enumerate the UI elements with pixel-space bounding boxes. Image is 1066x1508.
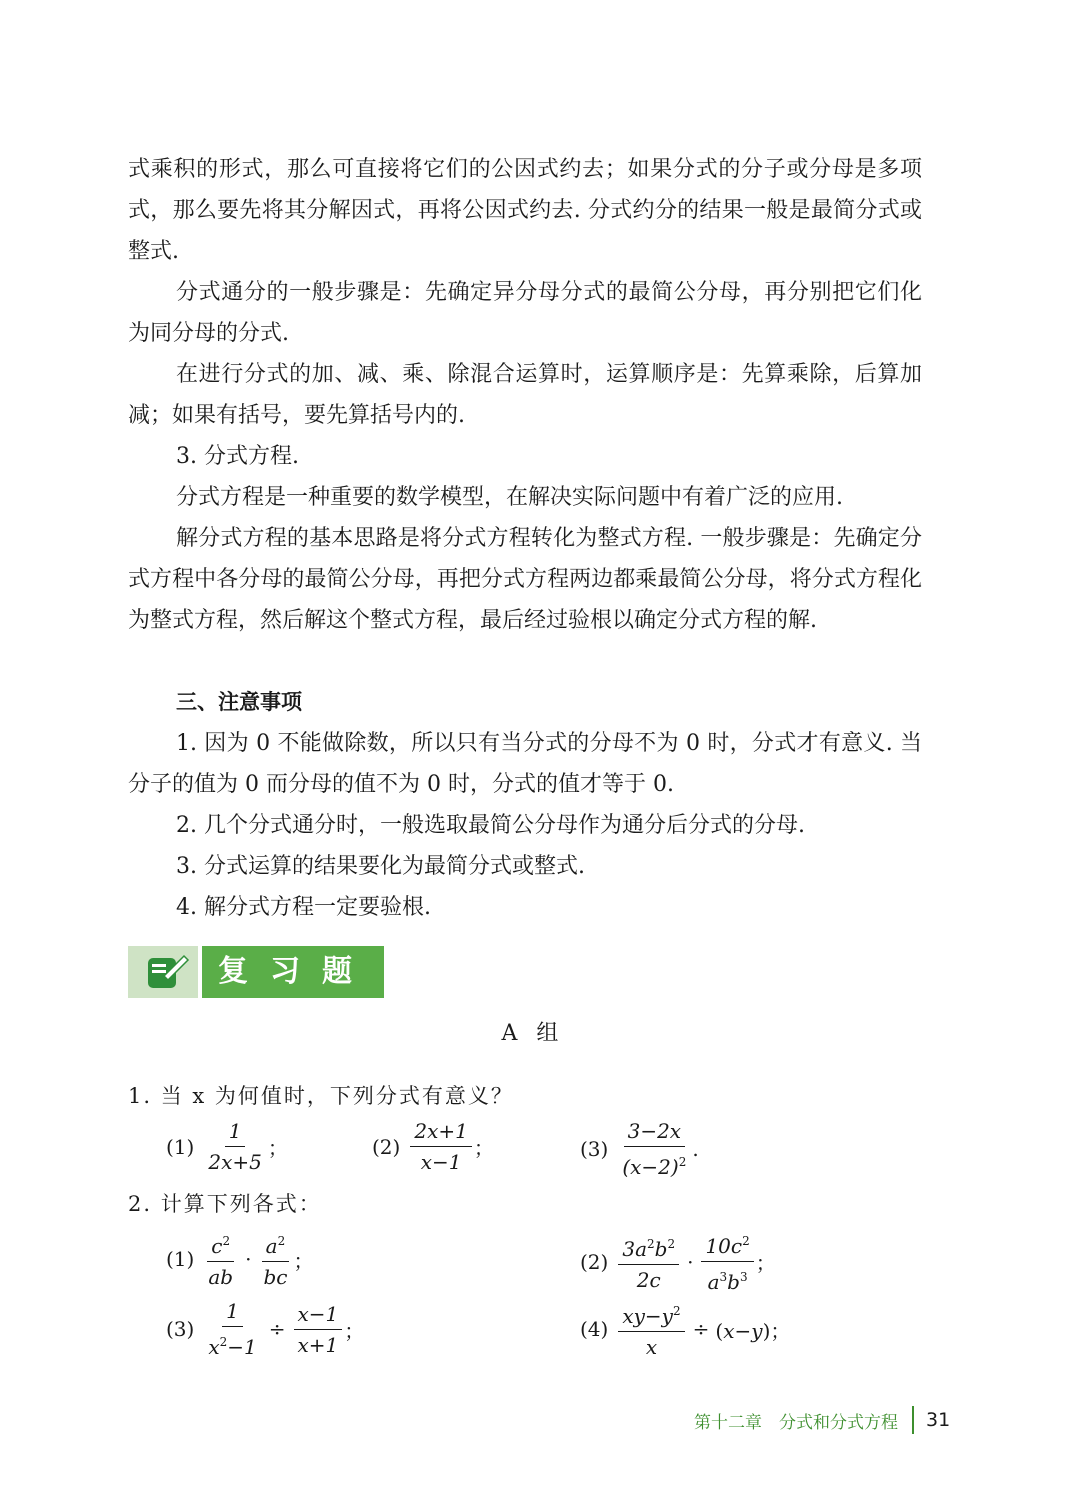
chapter-title: 第十二章 分式和分式方程 [694, 1412, 898, 1433]
q1-part-2: (2) $\frac{2x+1}{x-1}$ ； [372, 1119, 494, 1174]
paragraph-reduction: 式乘积的形式，那么可直接将它们的公因式约去；如果分式的分子或分母是多项式，那么要先将其分解因式，再将公因式约去. 分式约分的结果一般是最简分式或整式. [128, 157, 922, 264]
footer-divider [912, 1406, 914, 1434]
paragraph-equation-model: 分式方程是一种重要的数学模型，在解决实际问题中有着广泛的应用. [176, 485, 843, 510]
review-title: 复习题 [202, 946, 384, 998]
paragraph-mixed-operations: 在进行分式的加、减、乘、除混合运算时，运算顺序是：先算乘除，后算加减；如果有括号，要先算括号内的. [128, 362, 922, 428]
q2-part-1: (1) $\frac{c^2}{ab}$ · $\frac{a^2}{bc}$ ； [166, 1228, 313, 1290]
page-footer [694, 1406, 950, 1434]
question-2: 2. 计算下列各式： [128, 1192, 322, 1216]
paragraph-solving-steps: 解分式方程的基本思路是将分式方程转化为整式方程. 一般步骤是：先确定分式方程中各分母的最简公分母，再把分式方程两边都乘最简公分母，将分式方程化为整式方程，然后解这个整式方程，最后经过验根以确定分式方程的解. [128, 526, 922, 633]
paragraph-common-denominator: 分式通分的一般步骤是：先确定异分母分式的最简公分母，再分别把它们化为同分母的分式. [128, 280, 922, 346]
review-banner [128, 946, 384, 998]
notes-heading: 三、注意事项 [176, 690, 302, 714]
q2-part-4: (4) $\frac{xy-y^2}{x}$ ÷ (x−y)； [580, 1298, 790, 1360]
q2-part-2: (2) $\frac{3a^2b^2}{2c}$ · $\frac{10c^2}{a^3b^3}$ ； [580, 1228, 776, 1295]
question-1: 1. 当 x 为何值时，下列分式有意义？ [128, 1084, 514, 1108]
q1-part-3: (3) $\frac{3-2x}{(x-2)^2}$ . [580, 1119, 699, 1179]
q1-part-1: (1) $\frac{1}{2x+5}$ ； [166, 1119, 288, 1174]
pencil-notebook-icon [128, 946, 198, 998]
note-item-3: 3. 分式运算的结果要化为最简分式或整式. [176, 854, 585, 879]
note-item-2: 2. 几个分式通分时，一般选取最简公分母作为通分后分式的分母. [176, 813, 805, 838]
group-title: A 组 [501, 1021, 565, 1046]
note-item-1: 1. 因为 0 不能做除数，所以只有当分式的分母不为 0 时，分式才有意义. 当分子的值为 0 而分母的值不为 0 时，分式的值才等于 0. [128, 731, 922, 797]
paragraph-section-3: 3. 分式方程. [176, 444, 299, 469]
note-item-4: 4. 解分式方程一定要验根. [176, 895, 431, 920]
q2-part-3: (3) $\frac{1}{x^2-1}$ ÷ $\frac{x-1}{x+1}$ ； [166, 1299, 365, 1359]
page-number: 31 [926, 1409, 951, 1431]
